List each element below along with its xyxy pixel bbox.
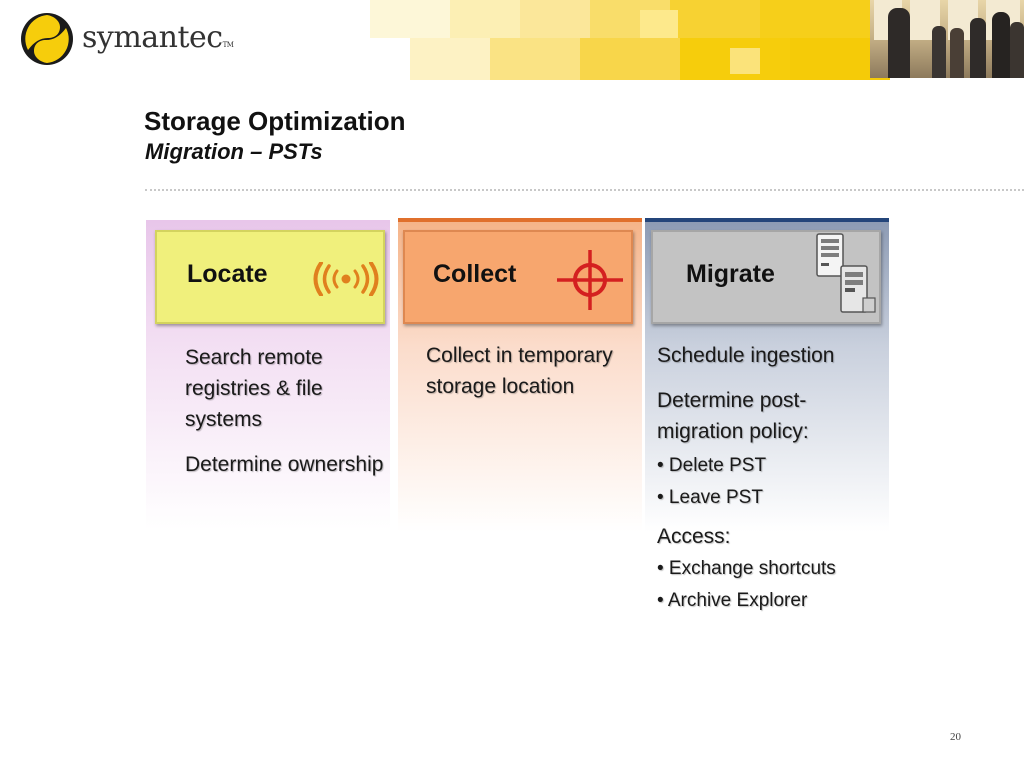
page-number: 20	[950, 731, 961, 743]
policy-bullet-leave: • Leave PST	[657, 487, 763, 508]
server-computers-icon	[813, 232, 879, 318]
slide-title: Storage Optimization	[144, 106, 406, 136]
migrate-body	[657, 340, 887, 620]
symantec-logo	[20, 12, 250, 68]
migrate-item-schedule: Schedule ingestion	[657, 344, 835, 367]
signal-broadcast-icon	[311, 262, 381, 296]
locate-label: Locate	[187, 260, 268, 288]
collect-header-box	[403, 230, 633, 324]
header-banner	[0, 0, 1024, 80]
title-divider	[145, 189, 1024, 191]
locate-item-search: Search remote registries & file systems	[185, 346, 323, 431]
locate-item-ownership: Determine ownership	[185, 453, 384, 476]
business-people-photo	[870, 0, 1024, 78]
migrate-header-box	[651, 230, 881, 324]
slide-subtitle: Migration – PSTs	[145, 139, 323, 164]
locate-header-box	[155, 230, 385, 324]
access-bullet-explorer: • Archive Explorer	[657, 590, 808, 611]
migrate-item-policy: Determine post-migration policy:	[657, 389, 809, 443]
symantec-logo-icon	[20, 12, 74, 66]
banner-decoration	[370, 0, 890, 80]
migrate-item-access: Access:	[657, 525, 731, 548]
migrate-label: Migrate	[686, 260, 775, 288]
policy-bullet-delete: • Delete PST	[657, 455, 767, 476]
collect-item-temporary: Collect in temporary storage location	[426, 344, 613, 398]
access-bullet-shortcuts: • Exchange shortcuts	[657, 558, 836, 579]
crosshair-target-icon	[555, 248, 625, 312]
collect-label: Collect	[433, 260, 517, 288]
logo-wordmark: symantecTM	[82, 20, 234, 55]
locate-body	[185, 342, 385, 494]
collect-body	[426, 340, 636, 416]
